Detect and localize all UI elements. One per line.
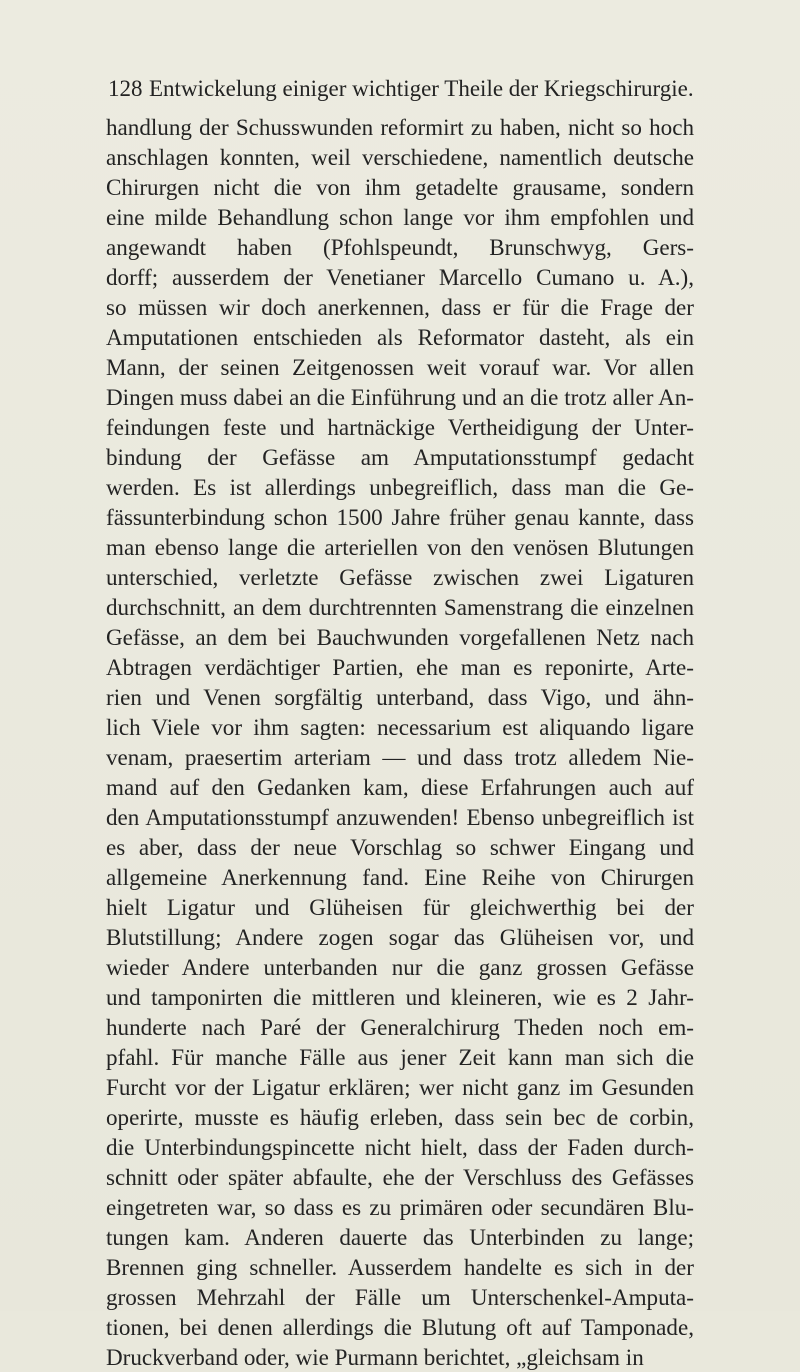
text-line: mand auf den Gedanken kam, diese Erfahrungen auch auf <box>106 774 694 800</box>
text-line: Brennen ging schneller. Ausserdem handelte es sich in der <box>106 1254 694 1280</box>
text-line: feindungen feste und hartnäckige Vertheidigung der Unter- <box>106 414 694 440</box>
text-line: Gefässe, an dem bei Bauchwunden vorgefallenen Netz nach <box>106 624 694 650</box>
text-line: anschlagen konnten, weil verschiedene, namentlich deutsche <box>106 144 694 170</box>
text-line: Mann, der seinen Zeitgenossen weit vorauf war. Vor allen <box>106 354 694 380</box>
text-line: fässunterbindung schon 1500 Jahre früher genau kannte, dass <box>106 504 694 530</box>
text-line: venam, praesertim arteriam — und dass trotz alledem Nie- <box>106 744 694 770</box>
text-line: hielt Ligatur und Glüheisen für gleichwerthig bei der <box>106 894 694 920</box>
text-line: wieder Andere unterbanden nur die ganz grossen Gefässe <box>106 954 694 980</box>
text-line: und tamponirten die mittleren und kleineren, wie es 2 Jahr- <box>106 984 694 1010</box>
running-header <box>108 76 694 106</box>
text-line: so müssen wir doch anerkennen, dass er für die Frage der <box>106 294 694 320</box>
text-line: es aber, dass der neue Vorschlag so schwer Eingang und <box>106 834 694 860</box>
text-line: rien und Venen sorgfältig unterband, dass Vigo, und ähn- <box>106 684 694 710</box>
text-line: Blutstillung; Andere zogen sogar das Glüheisen vor, und <box>106 924 694 950</box>
text-line: operirte, musste es häufig erleben, dass sein bec de corbin, <box>106 1104 694 1130</box>
text-line: pfahl. Für manche Fälle aus jener Zeit kann man sich die <box>106 1044 694 1070</box>
text-line: Dingen muss dabei an die Einführung und an die trotz aller An- <box>106 384 694 410</box>
body-text <box>106 112 694 1372</box>
text-line: eingetreten war, so dass es zu primären oder secundären Blu- <box>106 1194 694 1220</box>
text-line: schnitt oder später abfaulte, ehe der Verschluss des Gefässes <box>106 1164 694 1190</box>
text-line: den Amputationsstumpf anzuwenden! Ebenso unbegreiflich ist <box>106 804 694 830</box>
text-line: Druckverband oder, wie Purmann berichtet, „gleichsam in <box>106 1344 644 1370</box>
text-line: hunderte nach Paré der Generalchirurg Theden noch em- <box>106 1014 694 1040</box>
text-line: Amputationen entschieden als Reformator dasteht, als ein <box>106 324 694 350</box>
text-line: handlung der Schusswunden reformirt zu haben, nicht so hoch <box>106 114 694 140</box>
text-line: bindung der Gefässe am Amputationsstumpf gedacht <box>106 444 694 470</box>
text-line: Chirurgen nicht die von ihm getadelte grausame, sondern <box>106 174 694 200</box>
text-line: durchschnitt, an dem durchtrennten Samenstrang die einzelnen <box>106 594 694 620</box>
text-line: tungen kam. Anderen dauerte das Unterbinden zu lange; <box>106 1224 694 1250</box>
text-line: allgemeine Anerkennung fand. Eine Reihe von Chirurgen <box>106 864 694 890</box>
text-line: unterschied, verletzte Gefässe zwischen zwei Ligaturen <box>106 564 694 590</box>
text-line: werden. Es ist allerdings unbegreiflich, dass man die Ge- <box>106 474 694 500</box>
running-title: Entwickelung einiger wichtiger Theile der Kriegschirurgie. <box>149 76 694 101</box>
text-line: Furcht vor der Ligatur erklären; wer nicht ganz im Gesunden <box>106 1074 694 1100</box>
text-line: angewandt haben (Pfohlspeundt, Brunschwyg, Gers- <box>106 234 694 260</box>
text-line: dorff; ausserdem der Venetianer Marcello Cumano u. A.), <box>106 264 694 290</box>
text-line: Abtragen verdächtiger Partien, ehe man es reponirte, Arte- <box>106 654 694 680</box>
text-line: lich Viele vor ihm sagten: necessarium est aliquando ligare <box>106 714 694 740</box>
text-line: man ebenso lange die arteriellen von den venösen Blutungen <box>106 534 694 560</box>
text-line: grossen Mehrzahl der Fälle um Unterschenkel-Amputa- <box>106 1284 694 1310</box>
text-line: die Unterbindungspincette nicht hielt, dass der Faden durch- <box>106 1134 694 1160</box>
page-number: 128 <box>108 76 143 101</box>
text-line: eine milde Behandlung schon lange vor ihm empfohlen und <box>106 204 694 230</box>
text-line: tionen, bei denen allerdings die Blutung oft auf Tamponade, <box>106 1314 694 1340</box>
